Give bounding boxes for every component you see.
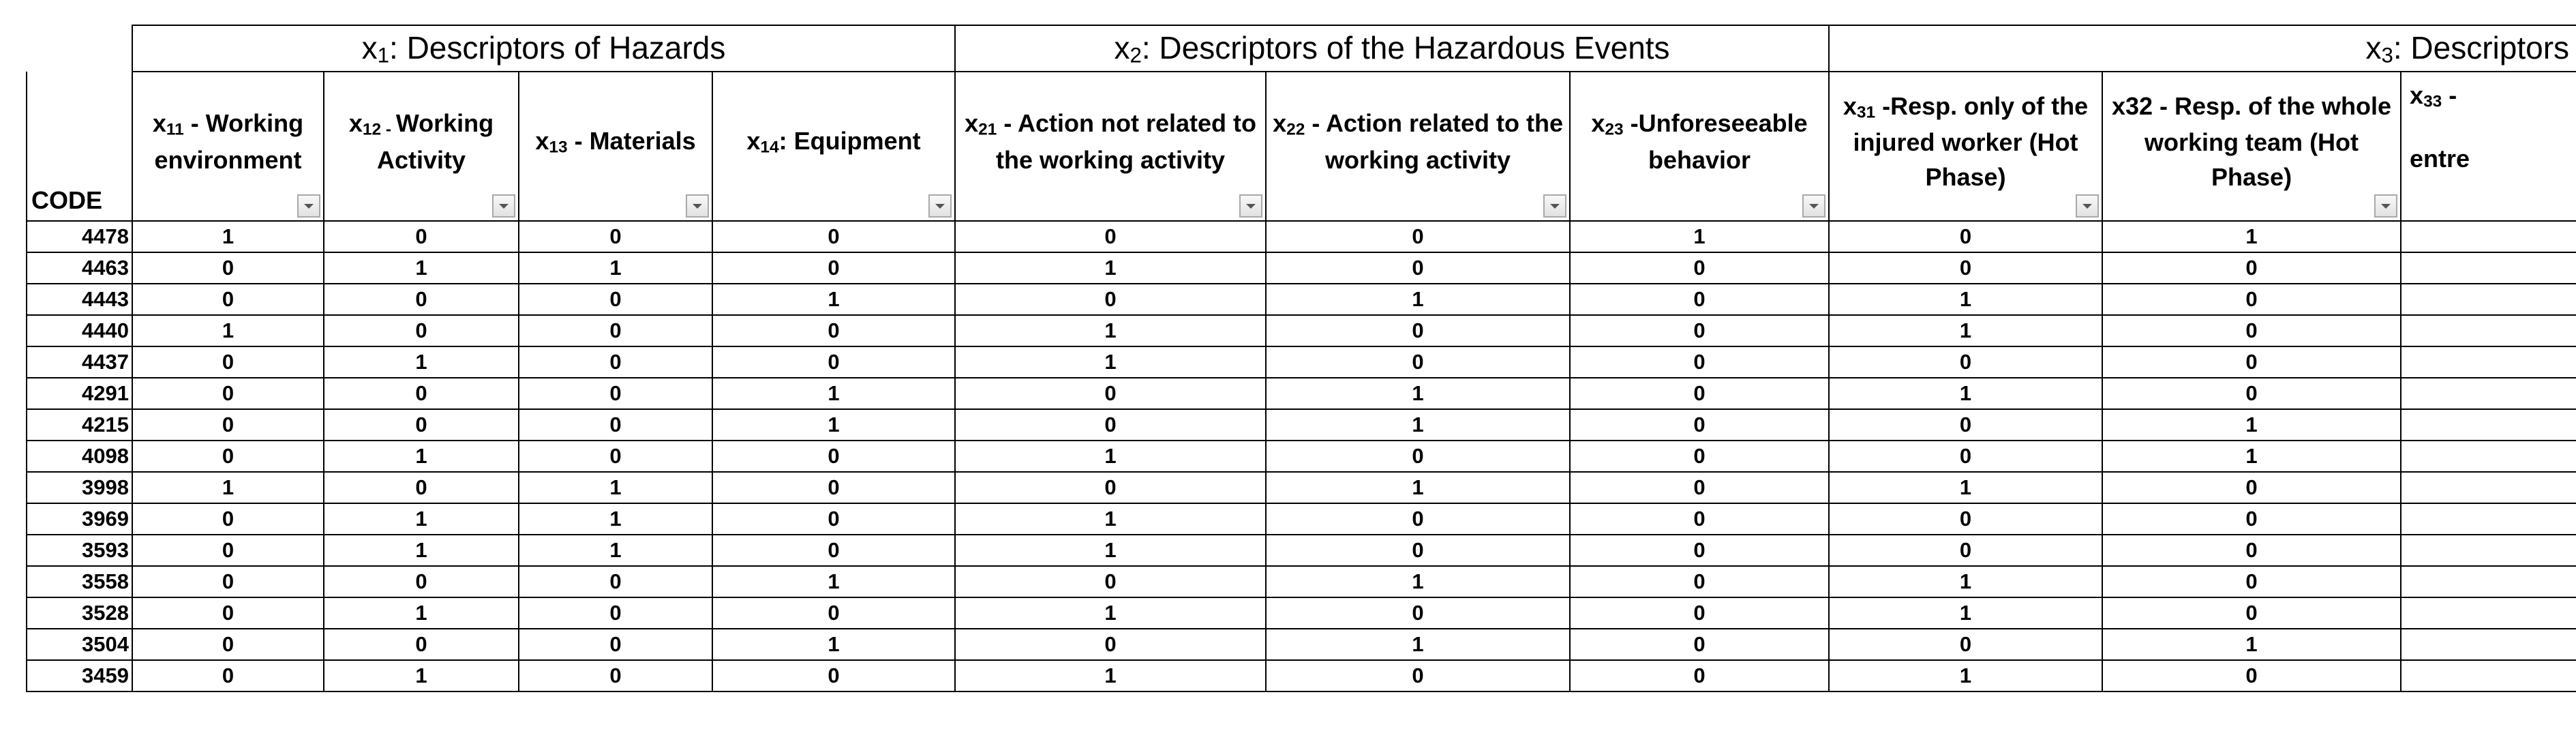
value-cell[interactable]: 1 [1829, 284, 2102, 315]
value-cell[interactable]: 0 [2102, 503, 2401, 535]
value-cell[interactable]: 1 [1266, 629, 1570, 660]
table-row [27, 378, 2576, 409]
value-cell[interactable]: 1 [2102, 409, 2401, 441]
table-row [27, 535, 2576, 566]
value-cell-partial[interactable] [2401, 660, 2576, 691]
value-cell[interactable]: 0 [132, 629, 324, 660]
value-cell[interactable]: 0 [1266, 315, 1570, 346]
value-cell[interactable]: 0 [1570, 284, 1829, 315]
filter-dropdown-button[interactable] [686, 194, 709, 218]
value-cell[interactable]: 0 [712, 503, 955, 535]
value-cell-partial[interactable] [2401, 409, 2576, 441]
value-cell[interactable]: 0 [1829, 221, 2102, 252]
value-cell[interactable]: 0 [712, 660, 955, 691]
value-cell[interactable]: 0 [519, 221, 712, 252]
value-cell[interactable]: 0 [955, 221, 1266, 252]
value-cell[interactable]: 0 [1570, 252, 1829, 284]
column-header-row [27, 72, 2576, 221]
value-cell[interactable]: 0 [712, 221, 955, 252]
value-cell[interactable]: 0 [2102, 597, 2401, 629]
value-cell[interactable]: 1 [712, 378, 955, 409]
value-cell-partial[interactable] [2401, 629, 2576, 660]
value-cell[interactable]: 0 [1570, 472, 1829, 503]
value-cell[interactable]: 0 [2102, 252, 2401, 284]
table-row [27, 597, 2576, 629]
value-cell-partial[interactable] [2401, 503, 2576, 535]
value-cell[interactable]: 1 [1829, 597, 2102, 629]
value-cell[interactable]: 0 [1570, 503, 1829, 535]
table-row [27, 441, 2576, 472]
value-cell[interactable]: 0 [324, 284, 519, 315]
value-cell[interactable]: 1 [1570, 221, 1829, 252]
data-table [26, 25, 2576, 692]
value-cell[interactable]: 1 [955, 315, 1266, 346]
value-cell[interactable]: 0 [519, 284, 712, 315]
table-row [27, 629, 2576, 660]
table-body [27, 221, 2576, 691]
column-header-x23: x23 -Unforeseeable behavior [1570, 72, 1829, 221]
code-cell[interactable]: 4437 [27, 346, 132, 378]
value-cell[interactable]: 0 [1266, 597, 1570, 629]
value-cell[interactable]: 1 [1266, 284, 1570, 315]
value-cell[interactable]: 0 [1570, 629, 1829, 660]
value-cell[interactable]: 0 [132, 252, 324, 284]
column-header-x21: x21 - Action not related to the working activity [955, 72, 1266, 221]
value-cell[interactable]: 1 [324, 441, 519, 472]
value-cell[interactable]: 0 [1829, 346, 2102, 378]
value-cell[interactable]: 1 [324, 535, 519, 566]
value-cell[interactable]: 0 [324, 566, 519, 597]
value-cell[interactable]: 1 [1829, 378, 2102, 409]
value-cell[interactable]: 0 [132, 660, 324, 691]
code-cell[interactable]: 4098 [27, 441, 132, 472]
value-cell-partial[interactable] [2401, 441, 2576, 472]
value-cell[interactable]: 0 [519, 597, 712, 629]
value-cell[interactable]: 0 [955, 409, 1266, 441]
value-cell[interactable]: 0 [712, 472, 955, 503]
code-cell[interactable]: 4443 [27, 284, 132, 315]
value-cell[interactable]: 1 [1266, 378, 1570, 409]
group-header-row [27, 25, 2576, 72]
value-cell[interactable]: 0 [132, 441, 324, 472]
value-cell[interactable]: 1 [324, 660, 519, 691]
value-cell[interactable]: 0 [1829, 252, 2102, 284]
value-cell[interactable]: 0 [2102, 315, 2401, 346]
value-cell[interactable]: 1 [2102, 221, 2401, 252]
value-cell[interactable]: 1 [1829, 566, 2102, 597]
value-cell-partial[interactable] [2401, 472, 2576, 503]
filter-dropdown-button[interactable] [2374, 194, 2397, 218]
column-header-x14: x14: Equipment [712, 72, 955, 221]
group-header-hazards: x1: Descriptors of Hazards [132, 25, 955, 72]
value-cell[interactable]: 0 [1570, 441, 1829, 472]
code-cell[interactable]: 4440 [27, 315, 132, 346]
table-row [27, 566, 2576, 597]
value-cell[interactable]: 0 [1570, 566, 1829, 597]
value-cell[interactable]: 0 [324, 472, 519, 503]
value-cell-partial[interactable] [2401, 346, 2576, 378]
code-cell[interactable]: 4478 [27, 221, 132, 252]
value-cell[interactable]: 0 [1570, 660, 1829, 691]
value-cell[interactable]: 0 [1829, 441, 2102, 472]
value-cell[interactable]: 0 [712, 441, 955, 472]
table-row [27, 284, 2576, 315]
value-cell-partial[interactable] [2401, 221, 2576, 252]
value-cell[interactable]: 1 [1829, 660, 2102, 691]
value-cell[interactable]: 0 [712, 346, 955, 378]
value-cell[interactable]: 0 [324, 221, 519, 252]
value-cell[interactable]: 0 [2102, 566, 2401, 597]
value-cell[interactable]: 0 [1570, 535, 1829, 566]
value-cell[interactable]: 0 [1266, 221, 1570, 252]
value-cell-partial[interactable] [2401, 315, 2576, 346]
table-row [27, 472, 2576, 503]
value-cell[interactable]: 1 [132, 315, 324, 346]
value-cell[interactable]: 1 [519, 472, 712, 503]
value-cell[interactable]: 0 [2102, 346, 2401, 378]
value-cell[interactable]: 1 [712, 409, 955, 441]
filter-dropdown-button[interactable] [928, 194, 952, 218]
value-cell[interactable]: 1 [132, 472, 324, 503]
value-cell[interactable]: 0 [955, 566, 1266, 597]
code-cell[interactable]: 3593 [27, 535, 132, 566]
code-column-header: CODE [27, 72, 132, 221]
value-cell[interactable]: 0 [1570, 409, 1829, 441]
filter-dropdown-button[interactable] [1239, 194, 1262, 218]
value-cell[interactable]: 0 [1570, 378, 1829, 409]
code-cell[interactable]: 4463 [27, 252, 132, 284]
value-cell[interactable]: 0 [2102, 535, 2401, 566]
value-cell[interactable]: 1 [132, 221, 324, 252]
value-cell[interactable]: 1 [324, 503, 519, 535]
value-cell[interactable]: 0 [519, 566, 712, 597]
value-cell[interactable]: 0 [519, 378, 712, 409]
value-cell[interactable]: 0 [132, 346, 324, 378]
filter-dropdown-button[interactable] [1543, 194, 1566, 218]
value-cell[interactable]: 1 [2102, 629, 2401, 660]
value-cell[interactable]: 0 [1266, 441, 1570, 472]
value-cell[interactable]: 0 [1829, 503, 2102, 535]
value-cell[interactable]: 1 [1266, 472, 1570, 503]
group-header-hazardous-events: x2: Descriptors of the Hazardous Events [955, 25, 1829, 72]
value-cell[interactable]: 1 [324, 346, 519, 378]
value-cell[interactable]: 0 [324, 629, 519, 660]
column-header-x11: x11 - Working environment [132, 72, 324, 221]
value-cell[interactable]: 0 [955, 472, 1266, 503]
filter-dropdown-button[interactable] [492, 194, 515, 218]
column-header-x31: x31 -Resp. only of the injured worker (Hot Phase) [1829, 72, 2102, 221]
value-cell[interactable]: 0 [1266, 535, 1570, 566]
code-cell[interactable]: 3998 [27, 472, 132, 503]
table-row [27, 409, 2576, 441]
value-cell[interactable]: 1 [712, 284, 955, 315]
value-cell[interactable]: 1 [519, 252, 712, 284]
value-cell-partial[interactable] [2401, 597, 2576, 629]
code-cell[interactable]: 3504 [27, 629, 132, 660]
value-cell[interactable]: 0 [1266, 252, 1570, 284]
table-row [27, 660, 2576, 691]
value-cell[interactable]: 1 [712, 566, 955, 597]
column-header-x13: x13 - Materials [519, 72, 712, 221]
value-cell[interactable]: 0 [1266, 503, 1570, 535]
group-header-descriptors-x3: x3: Descriptors [1829, 25, 2576, 72]
value-cell-partial[interactable] [2401, 252, 2576, 284]
table-row [27, 315, 2576, 346]
column-header-x12: x12 - Working Activity [324, 72, 519, 221]
value-cell[interactable]: 1 [1266, 566, 1570, 597]
table-row [27, 252, 2576, 284]
code-cell[interactable]: 3969 [27, 503, 132, 535]
value-cell[interactable]: 0 [324, 409, 519, 441]
value-cell[interactable]: 0 [1570, 597, 1829, 629]
table-row [27, 503, 2576, 535]
value-cell[interactable]: 1 [1829, 315, 2102, 346]
value-cell[interactable]: 0 [712, 535, 955, 566]
value-cell[interactable]: 1 [1829, 472, 2102, 503]
value-cell[interactable]: 0 [132, 409, 324, 441]
value-cell[interactable]: 1 [955, 441, 1266, 472]
value-cell[interactable]: 0 [2102, 472, 2401, 503]
value-cell[interactable]: 0 [1266, 346, 1570, 378]
value-cell[interactable]: 0 [712, 315, 955, 346]
value-cell[interactable]: 0 [1829, 535, 2102, 566]
value-cell[interactable]: 1 [955, 597, 1266, 629]
value-cell[interactable]: 1 [324, 252, 519, 284]
value-cell[interactable]: 0 [324, 378, 519, 409]
value-cell[interactable]: 0 [519, 315, 712, 346]
value-cell-partial[interactable] [2401, 284, 2576, 315]
value-cell[interactable]: 1 [324, 597, 519, 629]
value-cell[interactable]: 0 [132, 503, 324, 535]
value-cell[interactable]: 1 [712, 629, 955, 660]
value-cell[interactable]: 0 [132, 597, 324, 629]
value-cell[interactable]: 0 [324, 315, 519, 346]
value-cell[interactable]: 0 [132, 284, 324, 315]
value-cell[interactable]: 0 [2102, 378, 2401, 409]
value-cell[interactable]: 0 [955, 284, 1266, 315]
value-cell[interactable]: 0 [132, 378, 324, 409]
value-cell[interactable]: 1 [519, 535, 712, 566]
value-cell[interactable]: 1 [1266, 409, 1570, 441]
value-cell[interactable]: 0 [955, 378, 1266, 409]
value-cell[interactable]: 0 [519, 409, 712, 441]
value-cell[interactable]: 1 [955, 346, 1266, 378]
value-cell[interactable]: 0 [132, 566, 324, 597]
value-cell[interactable]: 0 [519, 346, 712, 378]
value-cell[interactable]: 1 [519, 503, 712, 535]
code-cell[interactable]: 3459 [27, 660, 132, 691]
column-header-x22: x22 - Action related to the working activity [1266, 72, 1570, 221]
value-cell[interactable]: 0 [519, 441, 712, 472]
corner-cell [27, 25, 132, 72]
value-cell[interactable]: 1 [2102, 441, 2401, 472]
value-cell[interactable]: 0 [2102, 284, 2401, 315]
code-cell[interactable]: 4291 [27, 378, 132, 409]
table-row [27, 346, 2576, 378]
code-cell[interactable]: 3558 [27, 566, 132, 597]
value-cell[interactable]: 0 [712, 252, 955, 284]
value-cell[interactable]: 0 [132, 535, 324, 566]
filter-dropdown-button[interactable] [297, 194, 320, 218]
value-cell[interactable]: 1 [955, 503, 1266, 535]
value-cell-partial[interactable] [2401, 378, 2576, 409]
value-cell[interactable]: 0 [2102, 660, 2401, 691]
value-cell[interactable]: 1 [955, 252, 1266, 284]
column-header-x32: x32 - Resp. of the whole working team (Hot Phase) [2102, 72, 2401, 221]
value-cell[interactable]: 1 [955, 660, 1266, 691]
value-cell[interactable]: 0 [519, 660, 712, 691]
value-cell[interactable]: 0 [955, 629, 1266, 660]
value-cell[interactable]: 1 [955, 535, 1266, 566]
column-header-x33-partial: x33 - entre [2401, 72, 2576, 221]
filter-dropdown-button[interactable] [1802, 194, 1825, 218]
value-cell[interactable]: 0 [1570, 315, 1829, 346]
value-cell[interactable]: 0 [1570, 346, 1829, 378]
value-cell[interactable]: 0 [519, 629, 712, 660]
value-cell[interactable]: 0 [712, 597, 955, 629]
code-cell[interactable]: 3528 [27, 597, 132, 629]
value-cell-partial[interactable] [2401, 566, 2576, 597]
value-cell[interactable]: 0 [1829, 409, 2102, 441]
code-cell[interactable]: 4215 [27, 409, 132, 441]
table-row [27, 221, 2576, 252]
filter-dropdown-button[interactable] [2076, 194, 2099, 218]
value-cell[interactable]: 0 [1266, 660, 1570, 691]
value-cell[interactable]: 0 [1829, 629, 2102, 660]
value-cell-partial[interactable] [2401, 535, 2576, 566]
